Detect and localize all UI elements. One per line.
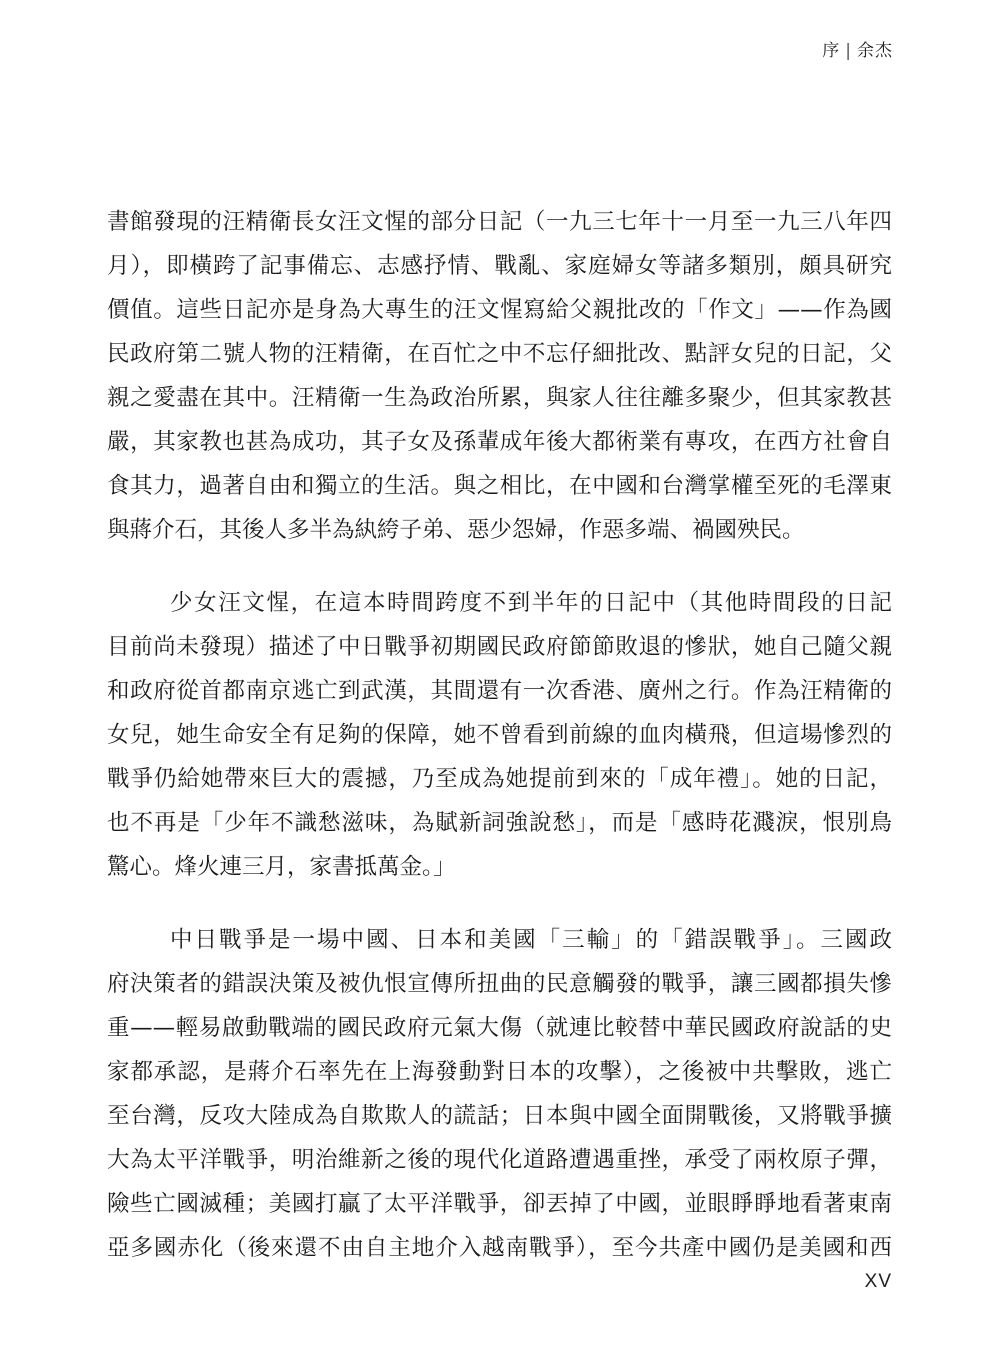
text-line: 少女汪文惺，在這本時間跨度不到半年的日記中（其他時間段的日記 [170, 590, 892, 616]
text-line: 重——輕易啟動戰端的國民政府元氣大傷（就連比較替中華民國政府說話的史 [107, 1015, 892, 1041]
body-text [107, 200, 892, 1299]
paragraph-1 [107, 200, 892, 552]
text-line: 中日戰爭是一場中國、日本和美國「三輸」的「錯誤戰爭」。三國政 [170, 927, 892, 953]
header-section-title: 序 [822, 41, 841, 61]
text-line: 府決策者的錯誤決策及被仇恨宣傳所扭曲的民意觸發的戰爭，讓三國都損失慘 [107, 971, 892, 997]
text-line: 目前尚未發現）描述了中日戰爭初期國民政府節節敗退的慘狀，她自己隨父親 [107, 634, 892, 660]
text-line: 險些亡國滅種；美國打贏了太平洋戰爭，卻丟掉了中國，並眼睜睜地看著東南 [107, 1191, 892, 1217]
text-line: 親之愛盡在其中。汪精衛一生為政治所累，與家人往往離多聚少，但其家教甚 [107, 385, 892, 411]
text-line: 月），即橫跨了記事備忘、志感抒情、戰亂、家庭婦女等諸多類別，頗具研究 [107, 253, 892, 279]
header-author: 余杰 [857, 41, 893, 61]
text-line: 食其力，過著自由和獨立的生活。與之相比，在中國和台灣掌權至死的毛澤東 [107, 473, 892, 499]
text-line: 嚴，其家教也甚為成功，其子女及孫輩成年後大都術業有專攻，在西方社會自 [107, 429, 892, 455]
page-number: XV [864, 1271, 892, 1292]
paragraph-2 [107, 581, 892, 889]
text-line: 家都承認，是蔣介石率先在上海發動對日本的攻擊），之後被中共擊敗，逃亡 [107, 1059, 892, 1085]
text-line: 大為太平洋戰爭，明治維新之後的現代化道路遭遇重挫，承受了兩枚原子彈， [107, 1147, 892, 1173]
text-line: 民政府第二號人物的汪精衛，在百忙之中不忘仔細批改、點評女兒的日記，父 [107, 341, 892, 367]
text-line: 至台灣，反攻大陸成為自欺欺人的謊話；日本與中國全面開戰後，又將戰爭擴 [107, 1103, 892, 1129]
text-line: 與蔣介石，其後人多半為紈絝子弟、惡少怨婦，作惡多端、禍國殃民。 [107, 517, 805, 543]
text-line: 驚心。烽火連三月，家書抵萬金。」 [107, 854, 456, 880]
text-line: 價值。這些日記亦是身為大專生的汪文惺寫給父親批改的「作文」——作為國 [107, 297, 892, 323]
text-line: 亞多國赤化（後來還不由自主地介入越南戰爭），至今共產中國仍是美國和西 [107, 1235, 892, 1261]
header-separator: | [845, 41, 852, 61]
text-line: 書館發現的汪精衛長女汪文惺的部分日記（一九三七年十一月至一九三八年四 [107, 209, 892, 235]
text-line: 和政府從首都南京逃亡到武漢，其間還有一次香港、廣州之行。作為汪精衛的 [107, 678, 892, 704]
paragraph-3 [107, 918, 892, 1270]
text-line: 女兒，她生命安全有足夠的保障，她不曾看到前線的血肉橫飛，但這場慘烈的 [107, 722, 892, 748]
text-line: 戰爭仍給她帶來巨大的震撼，乃至成為她提前到來的「成年禮」。她的日記， [107, 766, 892, 792]
text-line: 也不再是「少年不識愁滋味，為賦新詞強說愁」，而是「感時花濺淚，恨別鳥 [107, 810, 892, 836]
running-header [822, 36, 893, 61]
